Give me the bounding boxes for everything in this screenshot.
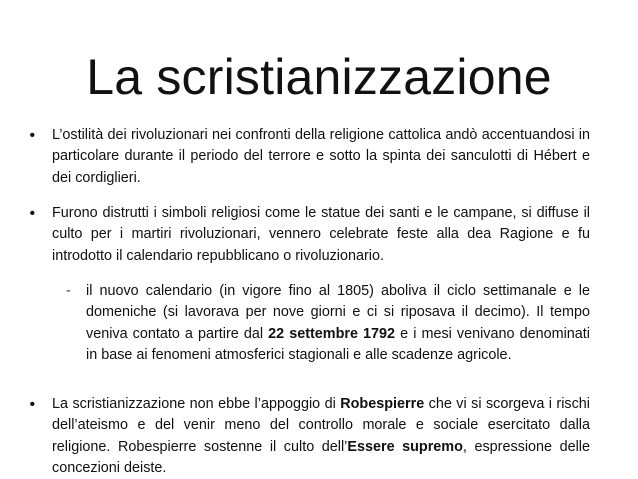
bullet-dot: •: [29, 205, 36, 222]
bullet-text: Furono distrutti i simboli religiosi come le statue dei santi e le campane, si diffuse il culto per i martiri rivoluzionari, vennero celebrate feste alla dea Ragione e fu introdotto il calendario repubblicano o rivoluzionario.: [52, 205, 590, 264]
bullet-bold-term: Essere supremo: [347, 438, 463, 455]
slide-title: La scristianizzazione: [86, 49, 552, 105]
sub-bullet-item: [62, 281, 590, 366]
bullet-dot: •: [29, 127, 36, 144]
bullet-text-part: che vi si scorgeva i rischi dell’ateismo e del venir meno del controllo morale e sociale esercitato dalla religione. Robespierre sostenne il culto dell’: [52, 396, 590, 455]
bullet-text-part: , espressione delle concezioni deiste.: [52, 438, 591, 476]
bullet-item: [30, 203, 590, 267]
bullet-dot: •: [29, 396, 36, 413]
sub-bullet-text: [86, 281, 590, 366]
sub-bullet-dash: -: [66, 283, 71, 299]
bullet-item: [30, 394, 590, 479]
bullet-text: [52, 394, 590, 479]
bullet-item: [30, 125, 590, 189]
bullet-text-part: La scristianizzazione non ebbe l’appoggio di: [52, 396, 341, 412]
sub-bullet-bold-date: 22 settembre 1792: [268, 325, 396, 342]
sub-bullet-text-part: il nuovo calendario (in vigore fino al 1805) aboliva il ciclo settimanale e le domeniche (si lavorava per nove giorni e ci si riposava il decimo). Il tempo veniva contato a partire dal: [86, 283, 590, 342]
bullet-text: L’ostilità dei rivoluzionari nei confronti della religione cattolica andò accentuandosi in particolare durante il periodo del terrore e sotto la spinta dei sanculotti di Hébert e dei cordiglieri.: [52, 127, 590, 186]
sub-bullet-text-part: e i mesi venivano denominati in base ai fenomeni atmosferici stagionali e alle scadenze agricole.: [86, 325, 590, 363]
bullet-bold-name: Robespierre: [340, 396, 425, 412]
